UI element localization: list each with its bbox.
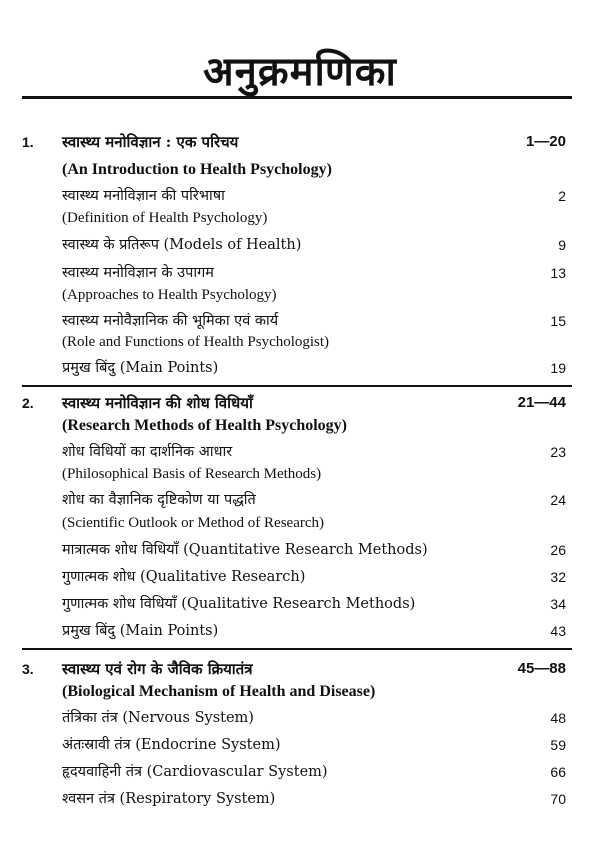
chapter-number: 3. <box>22 661 34 677</box>
entry-title: गुणात्मक शोध विधियाँ (Qualitative Research Methods) <box>62 596 416 612</box>
chapter-title-en-row <box>0 681 600 703</box>
entry-page: 70 <box>550 791 566 807</box>
toc-entry-en <box>0 284 600 306</box>
toc-entry[interactable] <box>0 262 600 284</box>
chapter-title-hi: स्वास्थ्य मनोविज्ञान : एक परिचय <box>62 133 239 151</box>
chapter-number: 1. <box>22 134 34 150</box>
chapter-number: 2. <box>22 395 34 411</box>
toc-entry[interactable] <box>0 441 600 463</box>
toc-entry[interactable] <box>0 761 600 783</box>
title-rule <box>22 96 572 99</box>
toc-entry-en <box>0 207 600 229</box>
entry-title: प्रमुख बिंदु (Main Points) <box>62 360 219 376</box>
entry-page: 48 <box>550 710 566 726</box>
entry-title-en: (Philosophical Basis of Research Methods) <box>62 466 322 482</box>
entry-title: अंतःस्रावी तंत्र (Endocrine System) <box>62 737 281 753</box>
toc-entry-en <box>0 463 600 485</box>
toc-entry[interactable] <box>0 489 600 511</box>
chapter-title-en-row <box>0 415 600 437</box>
entry-page: 2 <box>558 188 566 204</box>
entry-page: 26 <box>550 542 566 558</box>
chapter-title-en: (Research Methods of Health Psychology) <box>62 417 347 434</box>
entry-title: मात्रात्मक शोध विधियाँ (Quantitative Research Methods) <box>62 542 428 558</box>
toc-entry[interactable] <box>0 310 600 332</box>
chapter-heading[interactable] <box>0 658 600 680</box>
toc-entry[interactable] <box>0 185 600 207</box>
entry-title-hi: शोध विधियों का दार्शनिक आधार <box>62 444 233 460</box>
entry-page: 9 <box>558 237 566 253</box>
entry-title: गुणात्मक शोध (Qualitative Research) <box>62 569 306 585</box>
entry-title-hi: स्वास्थ्य मनोविज्ञान के उपागम <box>62 265 214 281</box>
entry-page: 24 <box>550 492 566 508</box>
entry-title: स्वास्थ्य के प्रतिरूप (Models of Health) <box>62 237 302 253</box>
chapter-title-en-row <box>0 159 600 181</box>
chapter-title-hi: स्वास्थ्य मनोविज्ञान की शोध विधियाँ <box>62 394 253 412</box>
chapter-heading[interactable] <box>0 392 600 414</box>
entry-title-en: (Approaches to Health Psychology) <box>62 287 277 303</box>
entry-page: 43 <box>550 623 566 639</box>
entry-title: प्रमुख बिंदु (Main Points) <box>62 623 219 639</box>
entry-page: 23 <box>550 444 566 460</box>
toc-entry[interactable] <box>0 788 600 810</box>
chapter-title-en: (An Introduction to Health Psychology) <box>62 161 332 178</box>
entry-title-hi: स्वास्थ्य मनोविज्ञान की परिभाषा <box>62 188 225 204</box>
toc-entry[interactable] <box>0 734 600 756</box>
chapter-heading[interactable] <box>0 131 600 153</box>
toc-entry-en <box>0 512 600 534</box>
chapter-page-range: 45—88 <box>517 660 566 677</box>
chapter-title-en: (Biological Mechanism of Health and Disease) <box>62 683 376 700</box>
entry-title-hi: शोध का वैज्ञानिक दृष्टिकोण या पद्धति <box>62 492 256 508</box>
chapter-divider <box>22 648 572 650</box>
chapter-page-range: 21—44 <box>517 394 566 411</box>
entry-title: हृदयवाहिनी तंत्र (Cardiovascular System) <box>62 764 328 780</box>
chapter-title-hi: स्वास्थ्य एवं रोग के जैविक क्रियातंत्र <box>62 660 253 678</box>
toc-entry-en <box>0 331 600 353</box>
entry-title-en: (Definition of Health Psychology) <box>62 210 268 226</box>
toc-entry[interactable] <box>0 566 600 588</box>
entry-title: श्वसन तंत्र (Respiratory System) <box>62 791 276 807</box>
chapter-divider <box>22 385 572 387</box>
toc-entry[interactable] <box>0 234 600 256</box>
entry-title-hi: स्वास्थ्य मनोवैज्ञानिक की भूमिका एवं कार्य <box>62 313 279 329</box>
entry-title-en: (Role and Functions of Health Psychologist) <box>62 334 330 350</box>
chapter-page-range: 1—20 <box>525 133 566 150</box>
toc-entry[interactable] <box>0 620 600 642</box>
toc-entry[interactable] <box>0 593 600 615</box>
entry-page: 13 <box>550 265 566 281</box>
entry-page: 66 <box>550 764 566 780</box>
toc-entry[interactable] <box>0 707 600 729</box>
toc-entry[interactable] <box>0 357 600 379</box>
entry-page: 15 <box>550 313 566 329</box>
entry-title-en: (Scientific Outlook or Method of Research) <box>62 515 325 531</box>
entry-page: 19 <box>550 360 566 376</box>
toc-entry[interactable] <box>0 539 600 561</box>
entry-page: 32 <box>550 569 566 585</box>
entry-title: तंत्रिका तंत्र (Nervous System) <box>62 710 254 726</box>
entry-page: 59 <box>550 737 566 753</box>
page-title: अनुक्रमणिका <box>203 48 397 95</box>
entry-page: 34 <box>550 596 566 612</box>
